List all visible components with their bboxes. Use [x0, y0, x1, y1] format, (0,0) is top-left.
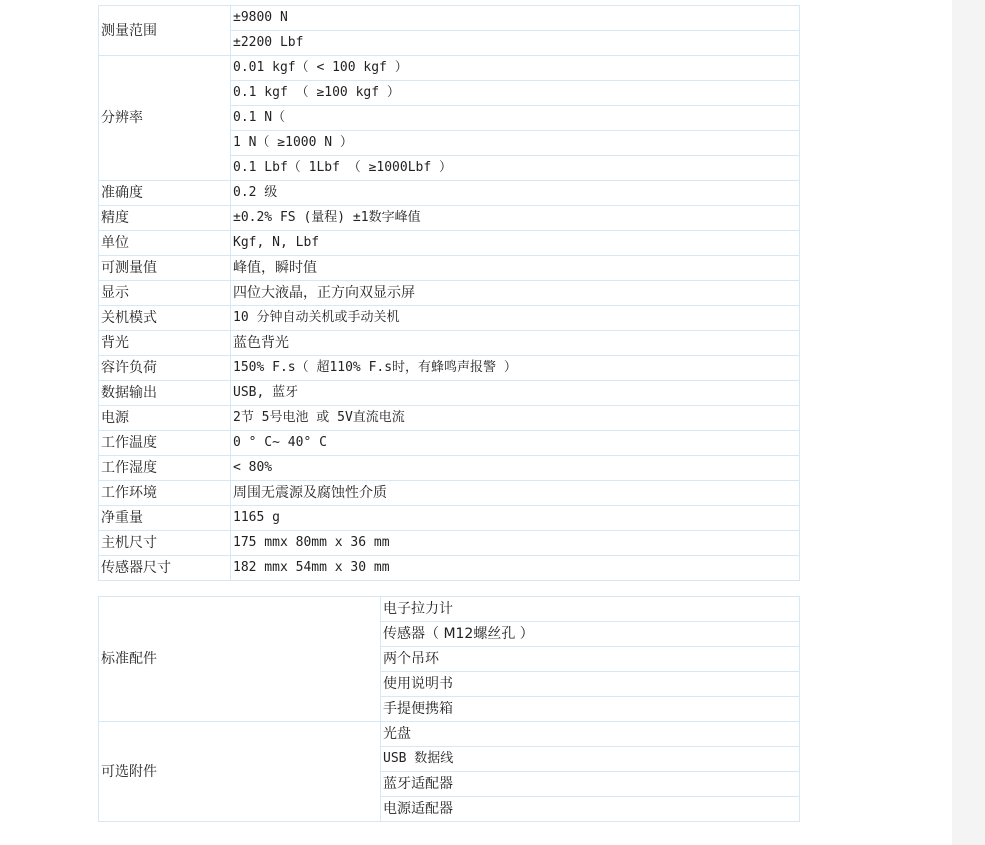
spec-value: 电源适配器 — [381, 797, 800, 822]
spec-label: 可选附件 — [99, 722, 381, 822]
spec-label: 电源 — [99, 406, 231, 431]
table-row — [99, 481, 800, 506]
table-row — [99, 456, 800, 481]
spec-value: 10 分钟自动关机或手动关机 — [231, 306, 800, 331]
spec-value: 0.01 kgf（ < 100 kgf ） — [231, 56, 800, 81]
spec-label: 传感器尺寸 — [99, 556, 231, 581]
spec-label: 工作环境 — [99, 481, 231, 506]
spec-value: 电子拉力计 — [381, 597, 800, 622]
table-row — [99, 6, 800, 31]
table-row — [99, 231, 800, 256]
spec-value: 峰值，瞬时值 — [231, 256, 800, 281]
spec-value: 0 ° C~ 40° C — [231, 431, 800, 456]
table-row — [99, 306, 800, 331]
spec-value: 两个吊环 — [381, 647, 800, 672]
spec-label: 精度 — [99, 206, 231, 231]
spec-value: USB 数据线 — [381, 747, 800, 772]
table-row — [99, 181, 800, 206]
spec-value: < 80% — [231, 456, 800, 481]
table-row — [99, 331, 800, 356]
spec-value: ±0.2% FS (量程) ±1数字峰值 — [231, 206, 800, 231]
spec-value: 光盘 — [381, 722, 800, 747]
spec-value: 蓝色背光 — [231, 331, 800, 356]
spec-value: 蓝牙适配器 — [381, 772, 800, 797]
spec-label: 背光 — [99, 331, 231, 356]
spec-value: 使用说明书 — [381, 672, 800, 697]
spec-label: 单位 — [99, 231, 231, 256]
accessories-table — [98, 596, 800, 822]
spec-label: 分辨率 — [99, 56, 231, 181]
table-row — [99, 506, 800, 531]
spec-label: 标准配件 — [99, 597, 381, 722]
table-row — [99, 597, 800, 622]
table-row — [99, 381, 800, 406]
spec-value: 0.2 级 — [231, 181, 800, 206]
spec-value: 175 mmx 80mm x 36 mm — [231, 531, 800, 556]
spec-value: 150% F.s（ 超110% F.s时，有蜂鸣声报警 ） — [231, 356, 800, 381]
spec-label: 准确度 — [99, 181, 231, 206]
spec-value: 2节 5号电池 或 5V直流电流 — [231, 406, 800, 431]
spec-value: 1 N（ ≥1000 N ） — [231, 131, 800, 156]
table-row — [99, 431, 800, 456]
spec-label: 工作湿度 — [99, 456, 231, 481]
spec-value: 四位大液晶，正方向双显示屏 — [231, 281, 800, 306]
table-row — [99, 56, 800, 81]
spec-label: 可测量值 — [99, 256, 231, 281]
spec-value: ±2200 Lbf — [231, 31, 800, 56]
table-row — [99, 531, 800, 556]
spec-value: 182 mmx 54mm x 30 mm — [231, 556, 800, 581]
table-row — [99, 206, 800, 231]
spec-label: 净重量 — [99, 506, 231, 531]
page-edge — [952, 0, 985, 845]
spec-value: 0.1 N（ — [231, 106, 800, 131]
spec-value: 0.1 Lbf（ 1Lbf （ ≥1000Lbf ） — [231, 156, 800, 181]
table-row — [99, 256, 800, 281]
spec-table — [98, 5, 800, 581]
table-row — [99, 406, 800, 431]
table-row — [99, 281, 800, 306]
spec-label: 测量范围 — [99, 6, 231, 56]
spec-value: USB, 蓝牙 — [231, 381, 800, 406]
spec-label: 主机尺寸 — [99, 531, 231, 556]
spec-label: 工作温度 — [99, 431, 231, 456]
spec-label: 关机模式 — [99, 306, 231, 331]
spec-value: 传感器（ M12螺丝孔 ） — [381, 622, 800, 647]
spec-label: 显示 — [99, 281, 231, 306]
spec-label: 数据输出 — [99, 381, 231, 406]
table-row — [99, 722, 800, 747]
spec-value: Kgf, N, Lbf — [231, 231, 800, 256]
spec-label: 容许负荷 — [99, 356, 231, 381]
spec-value: 周围无震源及腐蚀性介质 — [231, 481, 800, 506]
table-row — [99, 356, 800, 381]
spec-value: 0.1 kgf （ ≥100 kgf ） — [231, 81, 800, 106]
spec-value: ±9800 N — [231, 6, 800, 31]
spec-value: 1165 g — [231, 506, 800, 531]
spec-value: 手提便携箱 — [381, 697, 800, 722]
table-row — [99, 556, 800, 581]
